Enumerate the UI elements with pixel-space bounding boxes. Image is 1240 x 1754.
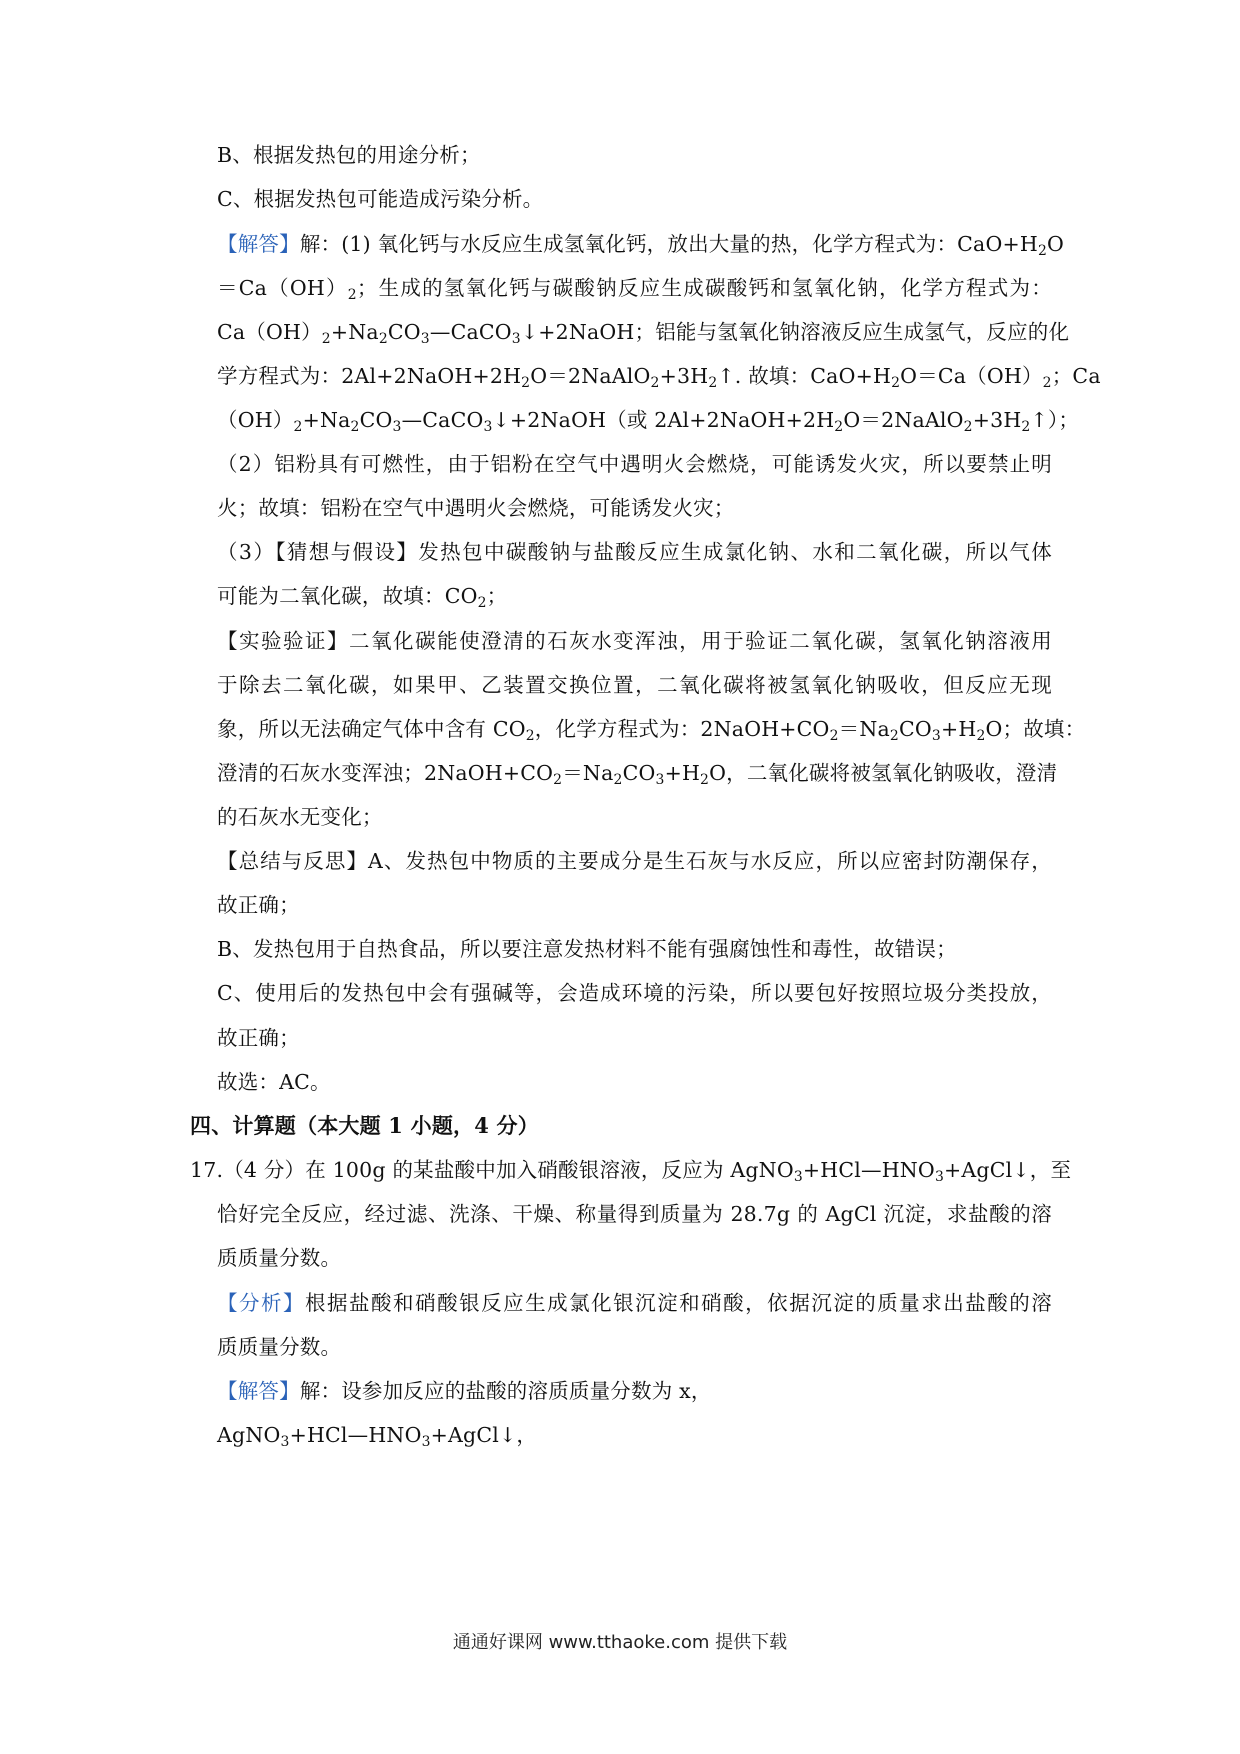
text-line: $(OH)_2+Na_2CO_3—CaCO_3↓+2NaOH$（或 $2Al+2NaOH+2H_2O=2NaAlO_2+3H_2↑$）； bbox=[217, 408, 1080, 435]
answer-tag: 【解答】 bbox=[217, 232, 300, 256]
text-line: $Ca(OH)_2+Na_2CO_3—CaCO_3↓+2NaOH$；铝能与氢氧化钠溶液反应生成氢气，反应的化 bbox=[217, 320, 1070, 347]
text-line: 【实验验证】二氧化碳能使澄清的石灰水变浑浊，用于验证二氧化碳，氢氧化钠溶液用 bbox=[217, 629, 1052, 653]
page-footer: 通通好课网 www.tthaoke.com 提供下载 bbox=[452, 1632, 788, 1653]
text-line: （2）铝粉具有可燃性，由于铝粉在空气中遇明火会燃烧，可能诱发火灾，所以要禁止明 bbox=[217, 452, 1052, 476]
text-line: 于除去二氧化碳，如果甲、乙装置交换位置，二氧化碳将被氢氧化钠吸收，但反应无现 bbox=[217, 673, 1052, 697]
text-line: 象，所以无法确定气体中含有 $CO_2$，化学方程式为：$2NaOH+CO_2=Na_2CO_3+H_2O$；故填： bbox=[217, 717, 1086, 744]
analysis-line: 【分析】根据盐酸和硝酸银反应生成氯化银沉淀和硝酸，依据沉淀的质量求出盐酸的溶 bbox=[217, 1291, 1052, 1315]
equation-line: $AgNO_3+HCl—HNO_3+AgCl↓$， bbox=[217, 1423, 538, 1450]
text-line: 火；故填：铝粉在空气中遇明火会燃烧，可能诱发火灾； bbox=[217, 496, 735, 520]
text-line: C、使用后的发热包中会有强碱等，会造成环境的污染，所以要包好按照垃圾分类投放， bbox=[217, 981, 1052, 1005]
answer-tag: 【解答】 bbox=[217, 1379, 300, 1403]
text-line: C、根据发热包可能造成污染分析。 bbox=[217, 187, 544, 211]
text-line: （3）【猜想与假设】发热包中碳酸钠与盐酸反应生成氯化钠、水和二氧化碳，所以气体 bbox=[217, 540, 1052, 564]
text-line: 澄清的石灰水变浑浊；$2NaOH+CO_2=Na_2CO_3+H_2O$，二氧化碳将被氢氧化钠吸收，澄清 bbox=[217, 761, 1058, 788]
section-heading: 四、计算题（本大题 1 小题，4 分） bbox=[190, 1113, 539, 1138]
text-line: B、根据发热包的用途分析； bbox=[217, 143, 481, 167]
text-line: $=Ca(OH)_2$；生成的氢氧化钙与碳酸钠反应生成碳酸钙和氢氧化钠，化学方程式为： bbox=[217, 276, 1052, 303]
text-line: 的石灰水无变化； bbox=[217, 805, 383, 829]
question-17: 17.（4 分）在 100g 的某盐酸中加入硝酸银溶液，反应为 $AgNO_3+HCl—HNO_3+AgCl↓$，至 bbox=[190, 1158, 1072, 1185]
text-line: 质质量分数。 bbox=[217, 1335, 342, 1359]
analysis-tag: 【分析】 bbox=[217, 1291, 306, 1315]
text-line: B、发热包用于自热食品，所以要注意发热材料不能有强腐蚀性和毒性，故错误； bbox=[217, 937, 957, 961]
answer-line: 【解答】解：(1) 氧化钙与水反应生成氢氧化钙，放出大量的热，化学方程式为：$CaO+H_2O$ bbox=[217, 232, 1065, 259]
text-line: 故正确； bbox=[217, 1026, 300, 1050]
text-line: 故选：AC。 bbox=[217, 1070, 331, 1094]
text-line: 学方程式为：$2Al+2NaOH+2H_2O=2NaAlO_2+3H_2↑$. 故填：$CaO+H_2O=Ca(OH)_2$；Ca bbox=[217, 364, 1101, 391]
text-line: 【总结与反思】A、发热包中物质的主要成分是生石灰与水反应，所以应密封防潮保存， bbox=[217, 849, 1052, 873]
text-line: 质质量分数。 bbox=[217, 1246, 342, 1270]
text-line: 故正确； bbox=[217, 893, 300, 917]
text-line: 恰好完全反应，经过滤、洗涤、干燥、称量得到质量为 28.7g 的 AgCl 沉淀，求盐酸的溶 bbox=[217, 1202, 1052, 1226]
text-line: 可能为二氧化碳，故填：$CO_2$； bbox=[217, 584, 508, 611]
answer-line: 【解答】解：设参加反应的盐酸的溶质质量分数为 x， bbox=[217, 1379, 712, 1403]
